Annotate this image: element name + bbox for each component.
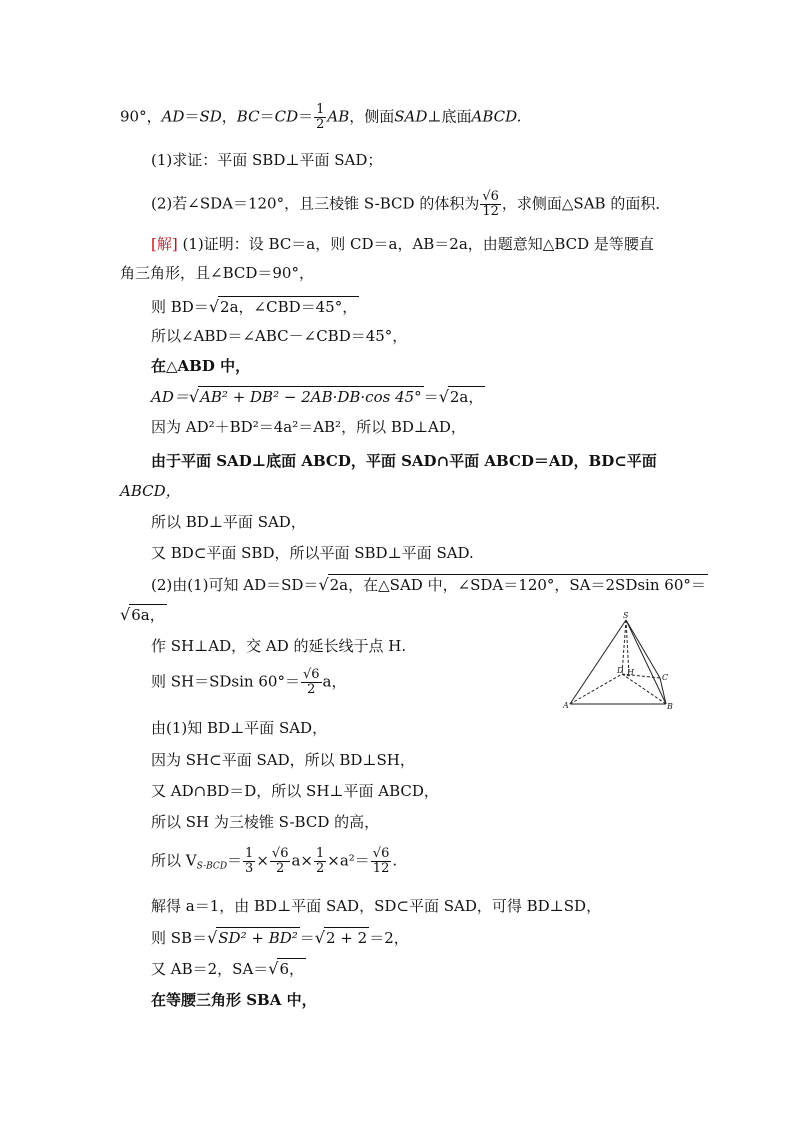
edge-SA	[570, 620, 626, 704]
question-1: (1)求证：平面 SBD⊥平面 SAD；	[151, 151, 383, 169]
solution-line: 在等腰三角形 SBA 中，	[151, 991, 317, 1009]
solution-line: 所以 BD⊥平面 SAD，	[151, 513, 306, 531]
solution-line: 又 AD∩BD＝D，所以 SH⊥平面 ABCD，	[151, 782, 439, 800]
solution-line: 因为 AD²＋BD²＝4a²＝AB²，所以 BD⊥AD，	[151, 418, 466, 436]
solution-line: 则 SB＝√SD² + BD² ＝√2 + 2 ＝2，	[151, 928, 409, 947]
solution-line: 解得 a＝1，由 BD⊥平面 SAD，SD⊂平面 SAD，可得 BD⊥SD，	[151, 897, 602, 915]
label-D: D	[617, 666, 624, 675]
solution-line: 作 SH⊥AD，交 AD 的延长线于点 H.	[151, 637, 407, 655]
label-H: H	[627, 668, 634, 677]
solution-line: 在△ABD 中，	[151, 357, 251, 375]
solution-line: AD＝√AB² + DB² − 2AB·DB·cos 45° ＝√2a，	[151, 387, 484, 406]
edge-SB	[626, 620, 669, 704]
solution-line: 又 AB＝2，SA＝√6，	[151, 959, 305, 978]
pyramid-figure	[556, 612, 686, 712]
label-C: C	[662, 673, 669, 682]
label-A: A	[563, 701, 569, 710]
fraction: $\frac{√6}{2}$	[302, 667, 320, 697]
problem-statement-line: 90°，AD＝SD，BC＝CD＝ $\frac{1}{2}$ AB，侧面SAD⊥底面ABCD.	[120, 102, 522, 132]
label-S: S	[623, 612, 629, 620]
fraction: $\frac{√6}{12}$	[482, 189, 499, 219]
fraction: $\frac{1}{2}$	[316, 102, 325, 132]
solution-bracket: [解]	[151, 235, 178, 253]
solution-line: 所以 SH 为三棱锥 S-BCD 的高，	[151, 813, 380, 831]
solution-line: ABCD，	[120, 482, 181, 500]
edge-AD	[570, 674, 622, 704]
solution-line: 又 BD⊂平面 SBD，所以平面 SBD⊥平面 SAD.	[151, 544, 474, 562]
solution-line: √6a，	[120, 605, 165, 624]
solution-line: 所以∠ABD＝∠ABC－∠CBD＝45°，	[151, 327, 408, 345]
solution-line: 角三角形，且∠BCD＝90°，	[120, 264, 314, 282]
question-2: (2)若∠SDA＝120°，且三棱锥 S-BCD 的体积为 $\frac{√6}{12}$ ，求侧面△SAB 的面积．	[151, 189, 671, 219]
solution-line: 则 BD＝√2a，∠CBD＝45°，	[151, 297, 358, 316]
solution-line: 由于平面 SAD⊥底面 ABCD，平面 SAD∩平面 ABCD＝AD，BD⊂平面	[151, 452, 657, 470]
solution-line: 因为 SH⊂平面 SAD，所以 BD⊥SH，	[151, 751, 415, 769]
solution-line: (2)由(1)可知 AD＝SD＝√2a，在△SAD 中，∠SDA＝120°，SA＝2SDsin 60°＝	[151, 575, 706, 594]
solution-line: 由(1)知 BD⊥平面 SAD，	[151, 719, 328, 737]
solution-line: 则 SH＝SDsin 60°＝ $\frac{√6}{2}$ a，	[151, 667, 347, 697]
solution-line: [解] (1)证明：设 BC＝a，则 CD＝a，AB＝2a，由题意知△BCD 是等腰直	[151, 235, 654, 253]
solution-line: 所以 $V_{S-BCD}=$ $\frac{1}{3}$ × $\frac{√6}{2}$ a× $\frac{1}{2}$ ×a²＝ $\frac{√6}{12}$ .	[151, 846, 398, 876]
label-B: B	[667, 702, 673, 711]
